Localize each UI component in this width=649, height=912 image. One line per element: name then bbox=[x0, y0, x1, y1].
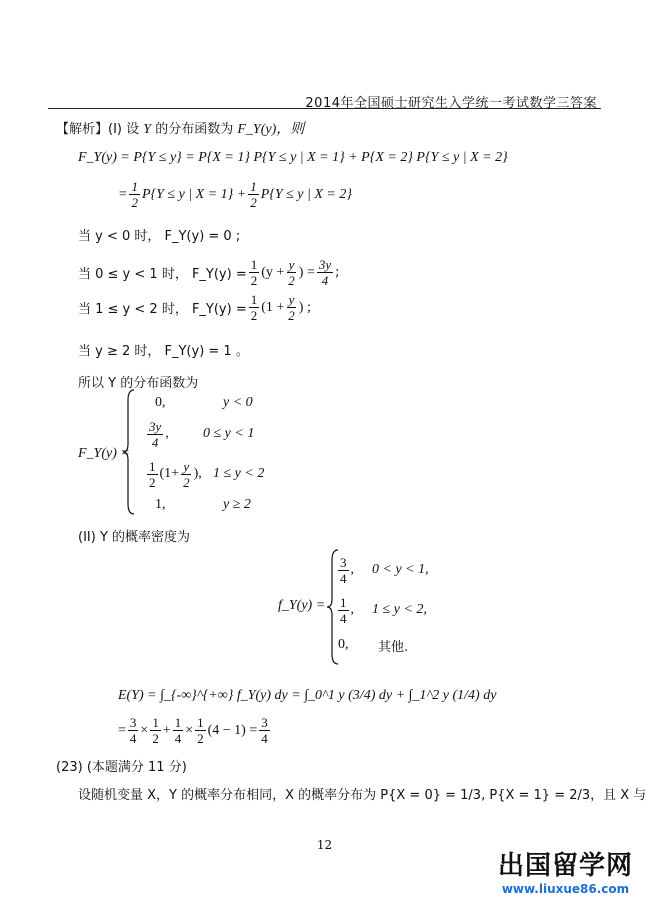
case-y-ge-2: 当 y ≥ 2 时， F_Y(y) = 1 。 bbox=[78, 344, 249, 359]
case2-prefix: 当 0 ≤ y < 1 时， F_Y(y) = bbox=[78, 267, 247, 282]
page-number: 12 bbox=[316, 838, 333, 852]
fraction-one-half: $\frac{1}{2}$ bbox=[250, 292, 258, 323]
cdf-row bbox=[145, 494, 315, 516]
fraction-one-half: $\frac{1}{2}$ bbox=[250, 257, 258, 288]
pdf-rows bbox=[336, 550, 456, 660]
expectation-integral: E(Y) = ∫_{-∞}^{+∞} f_Y(y) dy = ∫_0^1 y (3/4) dy + ∫_1^2 y (1/4) dy bbox=[118, 688, 497, 703]
solution-intro-label: 【解析】(I) 设 bbox=[56, 122, 140, 137]
header-divider bbox=[48, 108, 601, 109]
pdf-row bbox=[336, 630, 456, 660]
pdf-row: $\frac{3}{4}$ , 0 < y < 1, bbox=[340, 554, 429, 586]
watermark-text: 出国留学网 bbox=[497, 851, 633, 881]
watermark-logo bbox=[498, 845, 633, 896]
fraction-one-half: $\frac{1}{2}$ bbox=[250, 179, 257, 210]
cdf-row-cond: 0 ≤ y < 1 bbox=[203, 426, 255, 441]
pdf-row-value: 0, bbox=[338, 637, 349, 652]
fraction-y-over-2: $\frac{y}{2}$ bbox=[288, 292, 295, 323]
pdf-row-cond: 1 ≤ y < 2, bbox=[372, 602, 427, 617]
eq2-term-b: P{Y ≤ y | X = 2} bbox=[260, 186, 352, 202]
cdf-row-value: 1, bbox=[155, 497, 166, 512]
case-y-1-2 bbox=[78, 293, 311, 322]
cdf-row-value: 0, bbox=[155, 395, 166, 410]
problem-23-text: 设随机变量 X，Y 的概率分布相同，X 的概率分布为 P{X = 0} = 1/3, P{X = 1} = 2/3，且 X 与 bbox=[78, 788, 647, 803]
cdf-row bbox=[145, 414, 315, 454]
expectation-result: = $\frac{3}{4}$ × $\frac{1}{2}$ + $\frac{1}{4}$ × $\frac{1}{2}$ (4 − 1) = $\frac{3}{4}$ bbox=[118, 715, 268, 746]
cdf-row bbox=[145, 454, 315, 494]
pdf-row-cond: 0 < y < 1, bbox=[372, 562, 429, 577]
equation-expanded bbox=[118, 180, 352, 209]
fraction-one-half: $\frac{1}{2}$ bbox=[131, 179, 138, 210]
pdf-lhs: f_Y(y) = bbox=[278, 598, 326, 613]
cdf-row-cond: 1 ≤ y < 2 bbox=[213, 466, 265, 481]
cdf-row-value: $\frac{3y}{4}$ , bbox=[149, 418, 169, 450]
pdf-row-cond: 其他. bbox=[378, 639, 409, 655]
case3-prefix: 当 1 ≤ y < 2 时， F_Y(y) = bbox=[78, 302, 247, 317]
case2-end: ) = bbox=[298, 264, 315, 280]
solution-intro-var: Y bbox=[143, 122, 152, 137]
pdf-row: $\frac{1}{4}$ , 1 ≤ y < 2, bbox=[340, 594, 427, 626]
eq2-equals: = bbox=[118, 186, 128, 202]
eq2-term-a: P{Y ≤ y | X = 1} + bbox=[141, 186, 247, 202]
cdf-brace bbox=[122, 388, 136, 516]
case3-mid: (1 + bbox=[261, 299, 285, 315]
part-two-label: (II) Y 的概率密度为 bbox=[78, 530, 191, 545]
solution-intro-text: 的分布函数为 bbox=[155, 122, 234, 137]
case2-mid: (y + bbox=[261, 264, 285, 280]
cdf-rows bbox=[145, 392, 315, 516]
equation-total-probability: F_Y(y) = P{Y ≤ y} = P{X = 1} P{Y ≤ y | X = 1} + P{X = 2} P{Y ≤ y | X = 2} bbox=[78, 150, 508, 165]
fraction-y-over-2: $\frac{y}{2}$ bbox=[288, 257, 295, 288]
case-y-0-1: 当 0 ≤ y < 1 时， F_Y(y) = $\frac{1}{2}$ (y + $\frac{y}{2}$ ) = $\frac{3y}{4}$ ; bbox=[78, 257, 340, 288]
cdf-conclusion: 所以 Y 的分布函数为 bbox=[78, 376, 199, 391]
cdf-row-cond: y < 0 bbox=[223, 395, 253, 410]
watermark-url: www.liuxue86.com bbox=[501, 882, 630, 896]
cdf-row bbox=[145, 392, 315, 414]
cdf-lhs: F_Y(y) = bbox=[78, 446, 130, 461]
solution-intro-func: F_Y(y)，则 bbox=[237, 122, 305, 137]
case3-end: ) ; bbox=[298, 299, 311, 315]
header-title: 2014年全国硕士研究生入学统一考试数学三答案 bbox=[305, 96, 597, 111]
solution-intro bbox=[56, 118, 304, 138]
case-y-negative: 当 y < 0 时， F_Y(y) = 0 ; bbox=[78, 229, 241, 244]
cdf-row-value: $\frac{1}{2}$ (1+ $\frac{y}{2}$ ), bbox=[149, 458, 202, 490]
problem-23-label: (23) (本题满分 11 分) bbox=[56, 760, 187, 775]
cdf-row-cond: y ≥ 2 bbox=[223, 497, 251, 512]
fraction-3y-over-4: $\frac{3y}{4}$ bbox=[318, 257, 332, 288]
